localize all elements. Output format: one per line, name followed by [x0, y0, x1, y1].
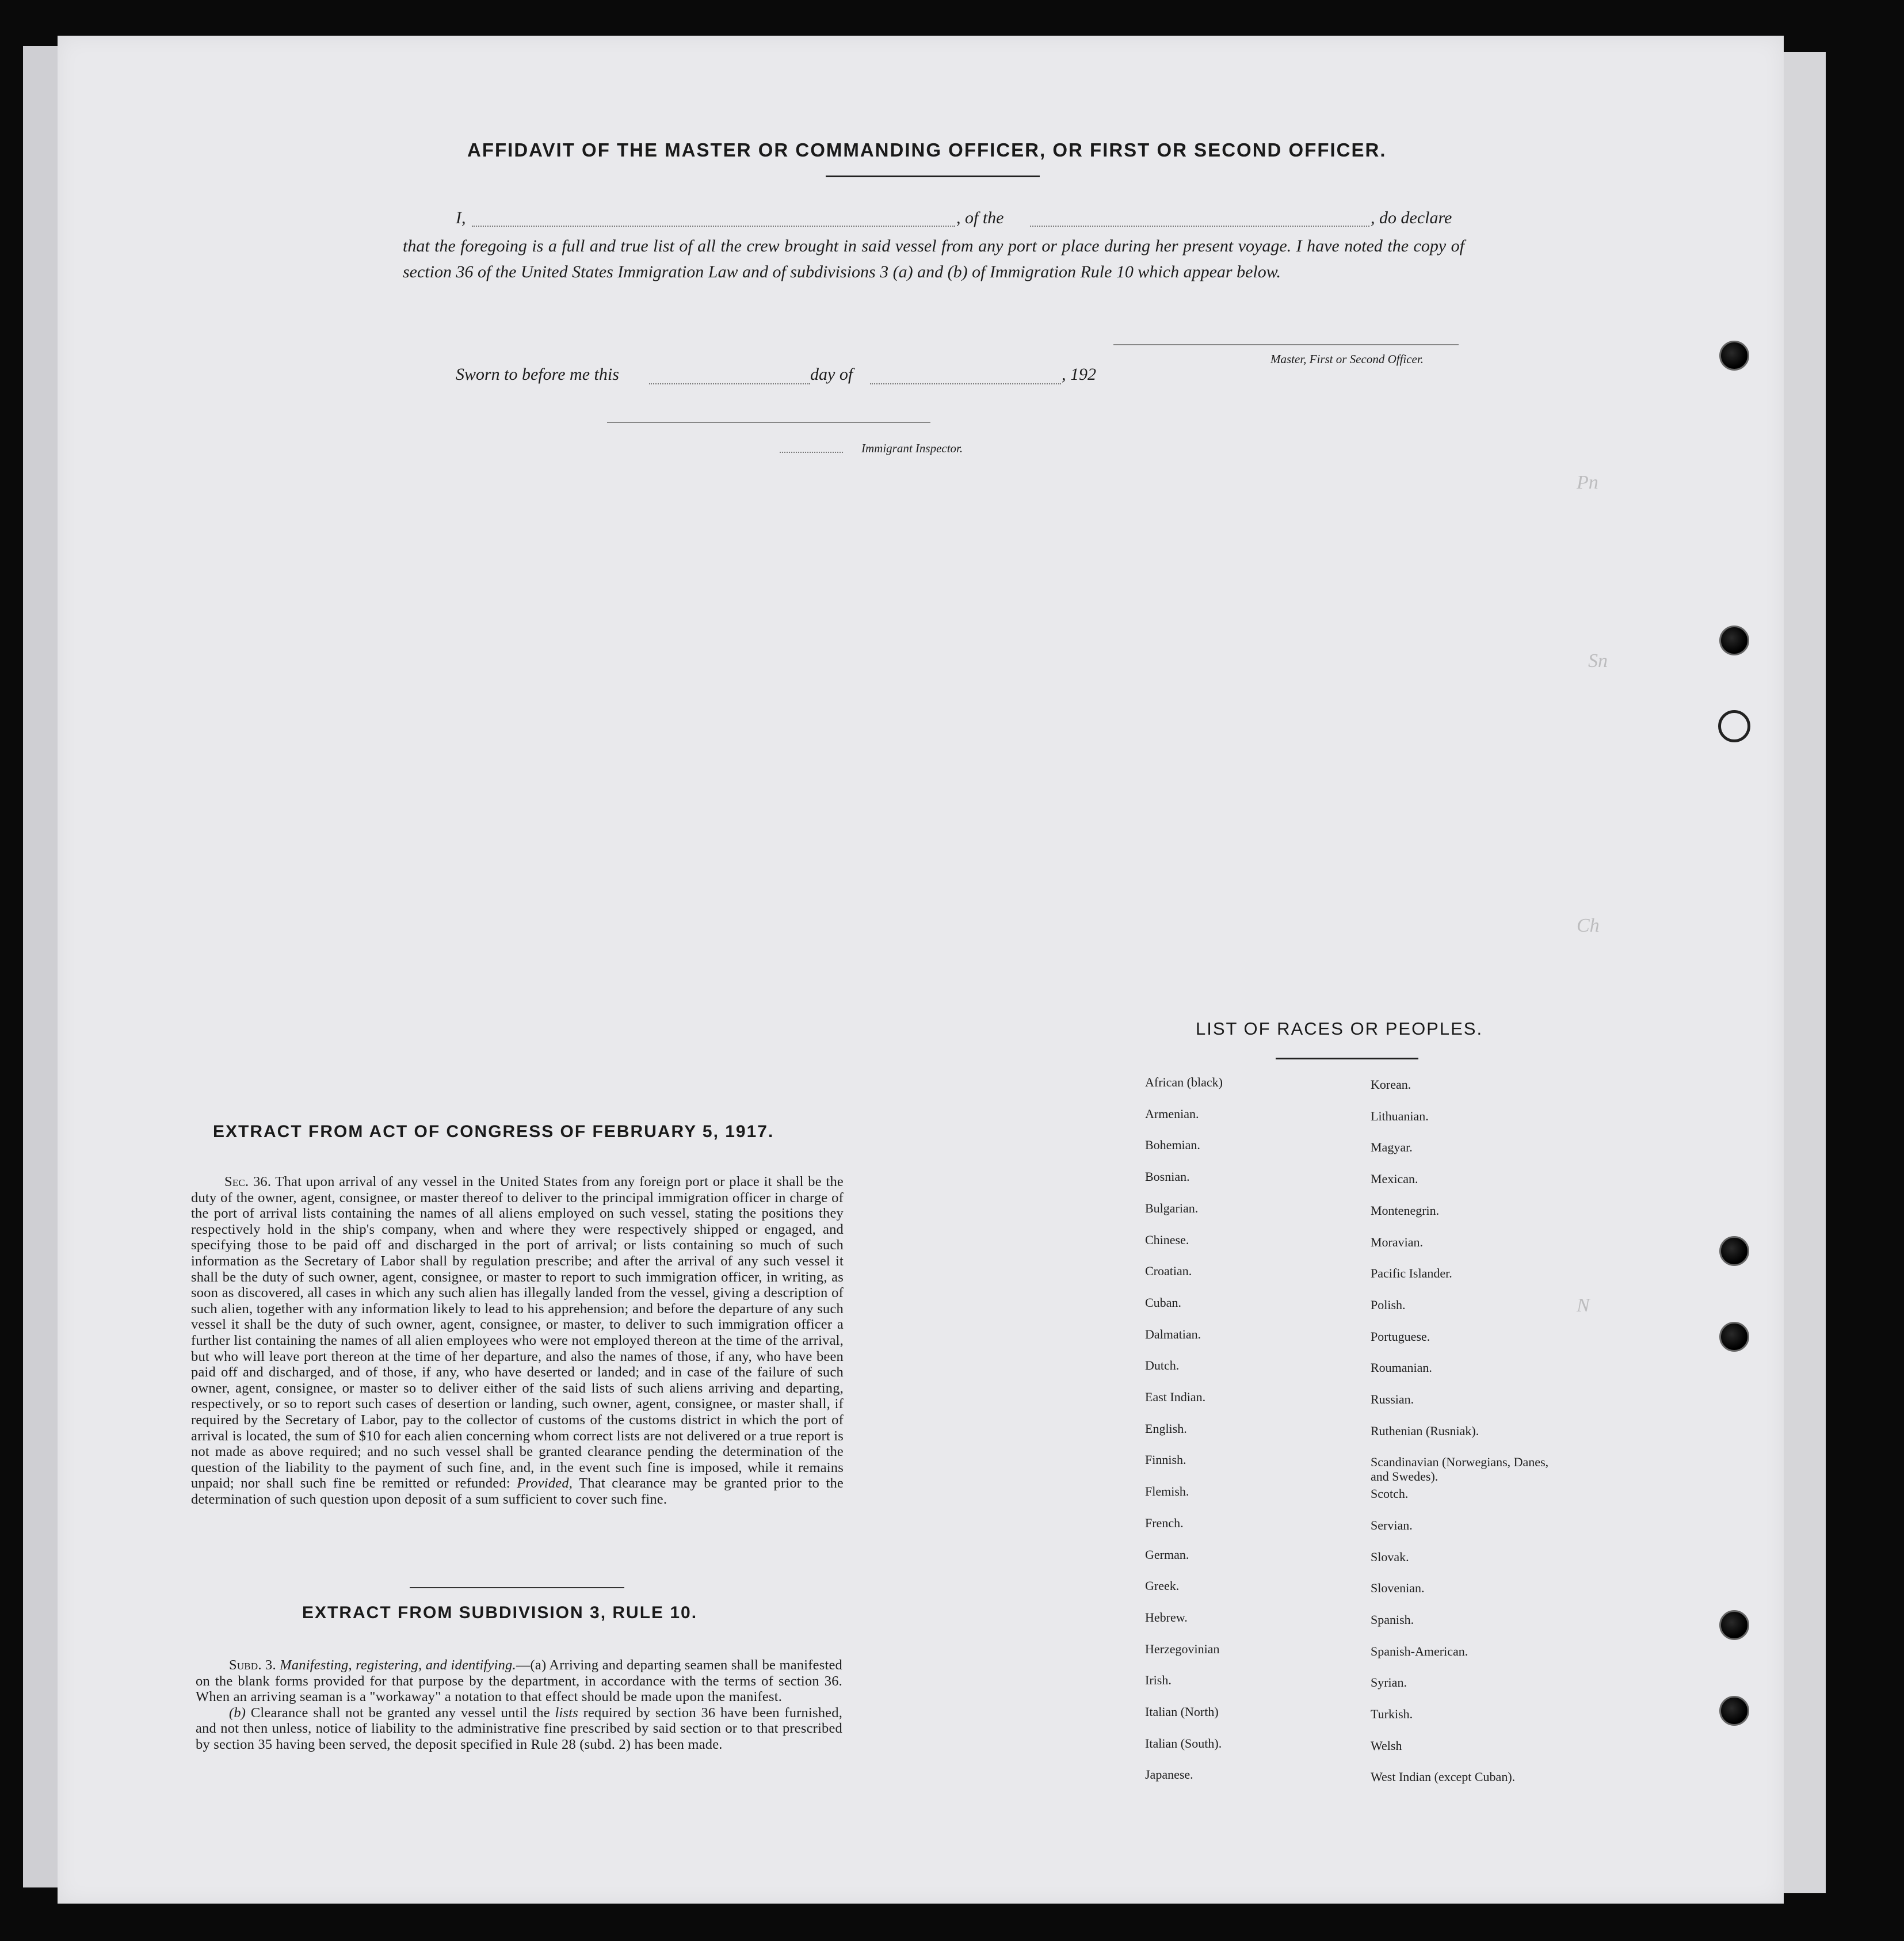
race-item: Hebrew.: [1145, 1610, 1188, 1625]
race-item: Welsh: [1371, 1738, 1402, 1753]
races-title-underline: [1276, 1058, 1418, 1059]
affidavit-title: AFFIDAVIT OF THE MASTER OR COMMANDING OFFICER, OR FIRST OR SECOND OFFICER.: [467, 139, 1387, 161]
race-item: Spanish.: [1371, 1612, 1414, 1627]
race-item: Bulgarian.: [1145, 1200, 1199, 1215]
race-item: East Indian.: [1145, 1390, 1206, 1404]
vessel-blank: [1030, 226, 1369, 227]
race-item: Slovak.: [1371, 1549, 1409, 1564]
race-item: Servian.: [1371, 1517, 1413, 1532]
race-item: Spanish-American.: [1371, 1643, 1468, 1658]
bleed-through-mark: N: [1577, 1295, 1590, 1316]
affidavit-declaration-text: that the foregoing is a full and true list of all the crew brought in said vessel from any port or place during her present voyage. I have noted the copy of section 36 of the United States Immigration Law and of subdivisions 3 (a) and (b) of Immigration Rule 10 which appear below.: [403, 237, 1464, 281]
binder-hole: [1719, 1322, 1749, 1352]
race-item: Lithuanian.: [1371, 1108, 1429, 1123]
section-label: Sec. 36.: [224, 1174, 272, 1189]
inspector-caption: Immigrant Inspector.: [861, 441, 963, 455]
subd-label: Subd. 3.: [229, 1657, 276, 1673]
race-item: Russian.: [1371, 1392, 1414, 1406]
binder-hole: [1718, 710, 1750, 742]
race-item: Scandinavian (Norwegians, Danes, and Swedes).: [1371, 1455, 1549, 1484]
bleed-through-mark: Ch: [1577, 915, 1600, 936]
para-b-label: (b): [229, 1704, 246, 1721]
affidavit-do-declare-label: , do declare: [1371, 208, 1452, 227]
binder-hole: [1719, 1696, 1749, 1726]
sworn-day-blank: [649, 383, 810, 384]
binder-hole: [1719, 1236, 1749, 1266]
race-item: Montenegrin.: [1371, 1203, 1440, 1218]
affidavit-of-the-label: , of the: [956, 208, 1004, 227]
race-item: Mexican.: [1371, 1172, 1418, 1187]
sworn-label: Sworn to before me this: [456, 365, 619, 384]
race-item: Italian (South).: [1145, 1736, 1222, 1751]
race-item: Syrian.: [1371, 1675, 1407, 1690]
race-item: Pacific Islander.: [1371, 1266, 1452, 1281]
section-36-text: That upon arrival of any vessel in the United States from any foreign port or place it shall be the duty of the owner, agent, consignee, or master thereof to deliver to the principal immigration officer in charge of the port of arrival lists containing the names of all aliens employed on such vessel, stating the positions they respectively hold in the ship's company, when and where they were respectively shipped or engaged, and specifying those to be paid off and discharged in the port of arrival; or lists containing so much of such information as the Secretary of Labor shall by regulation prescribe; and after the arrival of any such vessel it shall be the duty of such owner, agent, consignee, or master to report to such immigration officer, in writing, as soon as discovered, all cases in which any such alien has illegally landed from the vessel, giving a description of such alien, together with any information likely to lead to his apprehension; and before the departure of any such vessel it shall be the duty of such owner, agent, consignee, or master, to deliver to such immigration officer a further list containing the names of all alien employees who were not employed thereon at the time of the arrival, but who will leave port thereon at the time of her departure, and also the names of those, if any, who have been paid off and discharged, and of those, if any, who have deserted or landed; and in case of the failure of such owner, agent, consignee, or master so to deliver either of the said lists of such aliens arriving and departing, respectively, or so to report such cases of desertion or landing, such owner, agent, consignee, or master shall, if required by the Secretary of Labor, pay to the collector of customs of the customs district in which the port of arrival is located, the sum of $10 for each alien concerning whom correct lists are not delivered or a true report is not made as above required; and no such vessel shall be granted clearance pending the determination of the question of the liability to the payment of such fine, and, in the event such fine is imposed, while it remains unpaid; nor shall such fine be remitted or refunded:: [191, 1174, 844, 1492]
bleed-through-mark: Pn: [1577, 472, 1598, 493]
race-item: Polish.: [1371, 1297, 1406, 1312]
race-item: Chinese.: [1145, 1232, 1189, 1247]
race-item: Korean.: [1371, 1077, 1411, 1092]
proviso-text: That clearance may be granted prior to the determination of such question upon deposit of a sum sufficient to cover such fine.: [191, 1475, 844, 1507]
year-label: , 192: [1062, 365, 1096, 384]
race-item: Slovenian.: [1371, 1581, 1425, 1596]
race-item: German.: [1145, 1547, 1189, 1562]
race-item: Turkish.: [1371, 1707, 1413, 1721]
races-title: LIST OF RACES OR PEOPLES.: [1196, 1019, 1483, 1039]
race-item: Italian (North): [1145, 1704, 1219, 1719]
race-item: Bosnian.: [1145, 1169, 1190, 1184]
race-item: Irish.: [1145, 1673, 1172, 1688]
race-item: Scotch.: [1371, 1486, 1409, 1501]
race-item: Bohemian.: [1145, 1138, 1200, 1153]
signature-caption: Master, First or Second Officer.: [1270, 352, 1424, 366]
para-a-text: —(a) Arriving and departing seamen shall be manifested on the blank forms provided for that purpose by the department, in accordance with the terms of section 36. When an arriving seaman is a "workaway" a notation to that effect should be made upon the manifest.: [196, 1657, 842, 1705]
affidavit-title-underline: [826, 176, 1040, 177]
rule-extract-body: [196, 1657, 842, 1753]
race-item: Armenian.: [1145, 1106, 1199, 1121]
inspector-blank: [780, 452, 843, 453]
para-b-lists: lists: [555, 1704, 578, 1721]
race-item: Ruthenian (Rusniak).: [1371, 1423, 1479, 1438]
act-extract-title: EXTRACT FROM ACT OF CONGRESS OF FEBRUARY 5, 1917.: [213, 1122, 774, 1141]
para-b-text-1: Clearance shall not be granted any vessel until the: [250, 1704, 550, 1721]
race-item: Cuban.: [1145, 1295, 1181, 1310]
binder-hole: [1719, 1610, 1749, 1640]
race-item: Flemish.: [1145, 1484, 1189, 1499]
day-of-label: day of: [810, 365, 853, 384]
race-item: Magyar.: [1371, 1140, 1413, 1155]
bleed-through-mark: Sn: [1588, 650, 1608, 672]
sworn-month-blank: [870, 383, 1061, 384]
race-item: Greek.: [1145, 1578, 1180, 1593]
race-item: French.: [1145, 1515, 1184, 1530]
binder-hole: [1719, 341, 1749, 371]
race-item: Dutch.: [1145, 1358, 1180, 1373]
race-item: Portuguese.: [1371, 1329, 1430, 1344]
act-extract-body: [191, 1174, 844, 1507]
affidavit-i-label: I,: [456, 208, 466, 227]
para-b-text-2: required by section 36 have been furnished, and not then unless, notice of liability to the administrative fine prescribed by said section or to that prescribed by section 35 having been served, the deposit specified in Rule 28 (subd. 2) has been made.: [196, 1704, 843, 1752]
rule-extract-title: EXTRACT FROM SUBDIVISION 3, RULE 10.: [302, 1603, 698, 1622]
section-divider: [410, 1587, 624, 1588]
race-item: Herzegovinian: [1145, 1641, 1220, 1656]
race-item: Finnish.: [1145, 1452, 1186, 1467]
subd-heading: Manifesting, registering, and identifying.: [280, 1657, 516, 1673]
race-item: Roumanian.: [1371, 1360, 1432, 1375]
race-item: Japanese.: [1145, 1767, 1193, 1782]
race-item: Moravian.: [1371, 1234, 1424, 1249]
race-item: African (black): [1145, 1075, 1223, 1089]
race-item: West Indian (except Cuban).: [1371, 1770, 1516, 1784]
race-item: Dalmatian.: [1145, 1326, 1201, 1341]
signature-line: [1113, 344, 1459, 345]
document-page: [58, 36, 1784, 1904]
name-blank: [472, 226, 955, 227]
binder-hole: [1719, 626, 1749, 655]
inspector-signature-line: [607, 422, 930, 423]
proviso-label: Provided,: [517, 1475, 573, 1492]
race-item: Croatian.: [1145, 1264, 1192, 1279]
race-item: English.: [1145, 1421, 1187, 1436]
